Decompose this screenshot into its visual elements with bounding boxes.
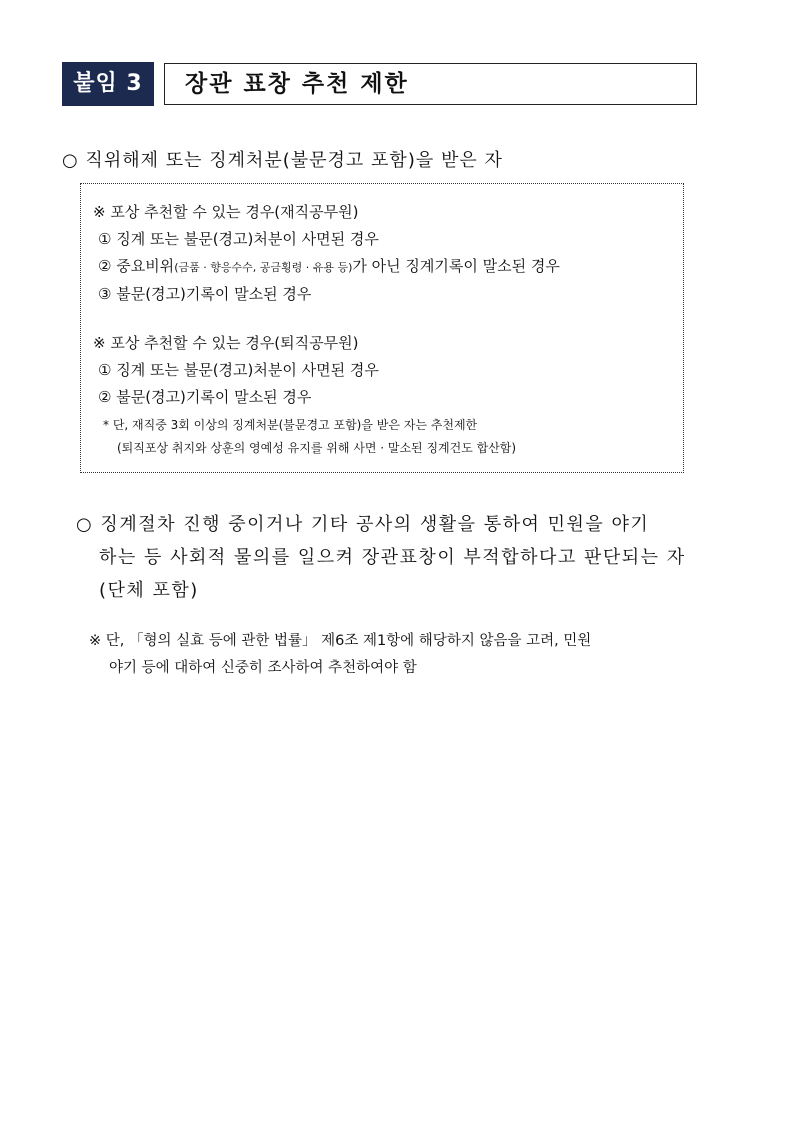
group2-item2: ② 불문(경고)기록이 말소된 경우 xyxy=(98,388,312,406)
section2-line3: (단체 포함) xyxy=(99,580,199,601)
remark-line1: ※ 단, 「형의 실효 등에 관한 법률」 제6조 제1항에 해당하지 않음을 고려, 민원 xyxy=(89,633,592,649)
remark-line2: 야기 등에 대하여 신중히 조사하여 추천하여야 함 xyxy=(109,660,417,676)
attachment-label: 붙임 3 xyxy=(62,62,154,106)
group1-item2-prefix: ② 중요비위 xyxy=(98,257,175,275)
group1-item3: ③ 불문(경고)기록이 말소된 경우 xyxy=(98,285,312,303)
group1-title: ※ 포상 추천할 수 있는 경우(재직공무원) xyxy=(93,203,359,221)
title-box xyxy=(164,63,697,105)
section1-heading: ○ 직위해제 또는 징계처분(불문경고 포함)을 받은 자 xyxy=(62,150,503,171)
section2-line2: 하는 등 사회적 물의를 일으켜 장관표창이 부적합하다고 판단되는 자 xyxy=(99,547,686,568)
group1-item1: ① 징계 또는 불문(경고)처분이 사면된 경우 xyxy=(98,230,379,248)
group2-title: ※ 포상 추천할 수 있는 경우(퇴직공무원) xyxy=(93,334,359,352)
group1-item2 xyxy=(98,255,560,276)
group1-item2-suffix: 가 아닌 징계기록이 말소된 경우 xyxy=(352,257,560,275)
section2-line1: ○ 징계절차 진행 중이거나 기타 공사의 생활을 통하여 민원을 야기 xyxy=(76,514,650,535)
page-title: 장관 표창 추천 제한 xyxy=(185,71,409,97)
exception-box xyxy=(80,183,684,473)
group2-note2: (퇴직포상 취지와 상훈의 영예성 유지를 위해 사면 · 말소된 징계건도 합산함) xyxy=(117,441,517,455)
group2-item1: ① 징계 또는 불문(경고)처분이 사면된 경우 xyxy=(98,361,379,379)
group1-item2-small: (금품 · 향응수수, 공금횡령 · 유용 등) xyxy=(174,261,353,274)
group2-note1: * 단, 재직중 3회 이상의 징계처분(불문경고 포함)을 받은 자는 추천제한 xyxy=(103,418,478,432)
